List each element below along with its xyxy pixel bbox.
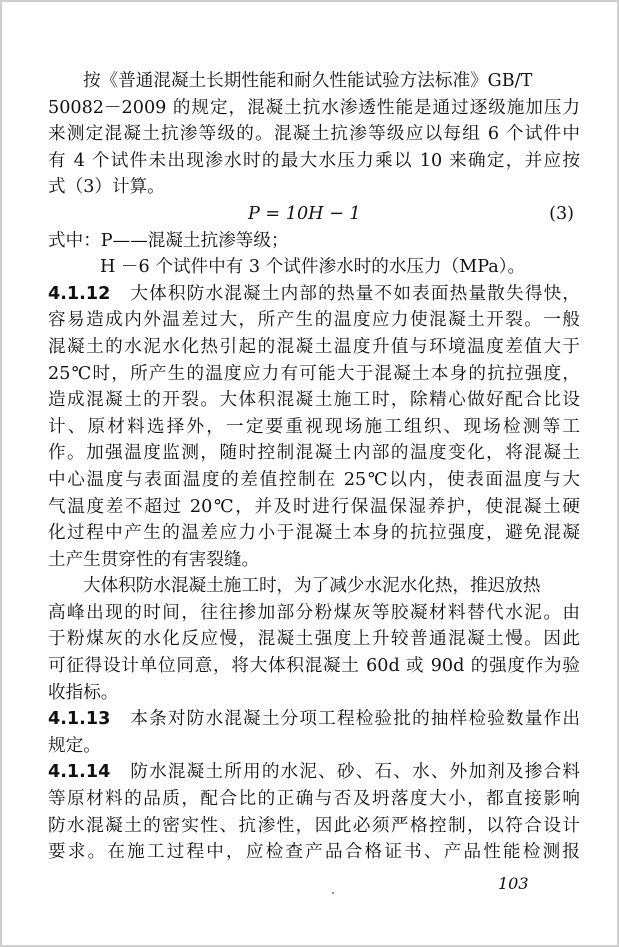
text-line: 造成混凝土的开裂。大体积混凝土施工时，除精心做好配合比设 xyxy=(48,390,580,411)
text-line: 25℃时，所产生的温度应力有可能大于混凝土本身的抗拉强度， xyxy=(48,363,580,384)
text-line: 中心温度与表面温度的差值控制在 25℃以内，使表面温度与大 xyxy=(48,469,580,490)
text-span: 防水混凝土所用的水泥、砂、石、水、外加剂及掺合料 xyxy=(130,762,580,783)
text-span: 本条对防水混凝土分项工程检验批的抽样检验数量作出 xyxy=(130,709,580,730)
formula-number: (3) xyxy=(549,203,574,224)
text-line: 式（3）计算。 xyxy=(48,177,165,198)
text-line: 式中：P——混凝土抗渗等级； xyxy=(48,230,289,251)
formula-expression: P = 10H − 1 xyxy=(248,203,361,224)
text-span: 大体积防水混凝土内部的热量不如表面热量散失得快， xyxy=(130,283,580,304)
text-line: 等原材料的品质，配合比的正确与否及坍落度大小，都直接影响 xyxy=(48,789,580,810)
text-line: 大体积防水混凝土施工时，为了减少水泥水化热，推迟放热 xyxy=(83,576,541,597)
clause-number: 4.1.14 xyxy=(48,762,111,783)
text-line: 作。加强温度监测，随时控制混凝土内部的温度变化，将混凝土 xyxy=(48,443,580,464)
text-line: 计、原材料选择外，一定要重视现场施工组织、现场检测等工 xyxy=(48,416,580,437)
text-line: 规定。 xyxy=(48,735,101,756)
text-line: 土产生贯穿性的有害裂缝。 xyxy=(48,549,260,570)
clause-number: 4.1.13 xyxy=(48,709,111,730)
text-line: 气温度差不超过 20℃，并及时进行保温保湿养护，使混凝土硬 xyxy=(48,496,580,517)
text-line: 于粉煤灰的水化反应慢，混凝土强度上升较普通混凝土慢。因此 xyxy=(48,629,580,650)
text-line: 有 4 个试件未出现渗水时的最大水压力乘以 10 来确定，并应按 xyxy=(48,150,580,171)
formula xyxy=(48,201,580,228)
text-line: 防水混凝土的密实性、抗渗性，因此必须严格控制，以符合设计 xyxy=(48,815,580,836)
text-line: 收指标。 xyxy=(48,682,119,703)
clause-line xyxy=(48,281,580,308)
body-text xyxy=(48,68,580,866)
page-number: 103 xyxy=(498,874,529,893)
text-line: 混凝土的水泥水化热引起的混凝土温度升值与环境温度差值大于 xyxy=(48,336,580,357)
clause-number: 4.1.12 xyxy=(48,283,111,304)
text-line: 50082－2009 的规定，混凝土抗水渗透性能是通过逐级施加压力 xyxy=(48,97,580,118)
text-line: 可征得设计单位同意，将大体积混凝土 60d 或 90d 的强度作为验 xyxy=(48,656,580,677)
text-line: 高峰出现的时间，往往掺加部分粉煤灰等胶凝材料替代水泥。由 xyxy=(48,602,580,623)
clause-line xyxy=(48,706,580,733)
text-line: 化过程中产生的温差应力小于混凝土本身的抗拉强度，避免混凝 xyxy=(48,523,580,544)
text-line: 容易造成内外温差过大，所产生的温度应力使混凝土开裂。一般 xyxy=(48,310,580,331)
clause-line xyxy=(48,759,580,786)
text-line: 来测定混凝土抗渗等级的。混凝土抗渗等级应以每组 6 个试件中 xyxy=(48,124,580,145)
scan-speck xyxy=(332,892,334,894)
text-line: 要求。在施工过程中，应检查产品合格证书、产品性能检测报 xyxy=(48,842,580,863)
text-line: H －6 个试件中有 3 个试件渗水时的水压力（MPa）。 xyxy=(100,257,526,278)
text-line: 按《普通混凝土长期性能和耐久性能试验方法标准》GB/T xyxy=(83,71,533,91)
